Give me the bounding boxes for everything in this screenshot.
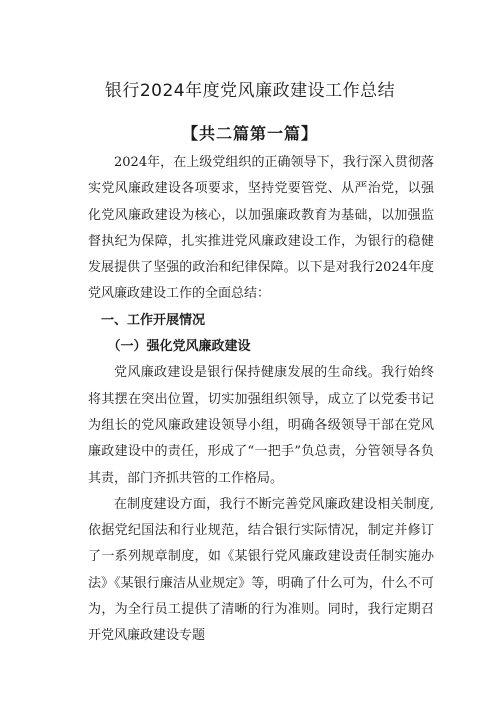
- body-paragraph-2: 在制度建设方面，我行不断完善党风廉政建设相关制度,依据党纪国法和行业规范，结合银行实际情况，制定并修订了一系列规章制度，如《某银行党风廉政建设责任制实施办法》《某银行廉洁从业规定》等，明确了什么可为，什么不可为，为全行员工提供了清晰的行为准则。同时，我行定期召开党风廉政建设专题: [88, 496, 434, 644]
- document-title: 银行2024年度党风廉政建设工作总结: [104, 81, 396, 101]
- subsection-heading: （一）强化党风廉政建设: [107, 339, 251, 355]
- body-paragraph-1: 党风廉政建设是银行保持健康发展的生命线。我行始终将其摆在突出位置，切实加强组织领导，成立了以党委书记为组长的党风廉政建设领导小组，明确各级领导干部在党风廉政建设中的责任，形成了“一把手”负总责，分管领导各负其责，部门齐抓共管的工作格局。: [88, 365, 434, 486]
- document-body: [88, 150, 434, 650]
- document-subtitle: 【共二篇第一篇】: [181, 124, 318, 143]
- intro-paragraph: 2024年，在上级党组织的正确领导下，我行深入贯彻落实党风廉政建设各项要求，坚持党要管党、从严治党，以强化党风廉政建设为核心，以加强廉政教育为基础，以加强监督执纪为保障，扎实推进党风廉政建设工作，为银行的稳健发展提供了坚强的政治和纪律保障。以下是对我行2024年度党风廉政建设工作的全面总结：: [88, 155, 434, 302]
- section-heading: 一、工作开展情况: [101, 312, 206, 328]
